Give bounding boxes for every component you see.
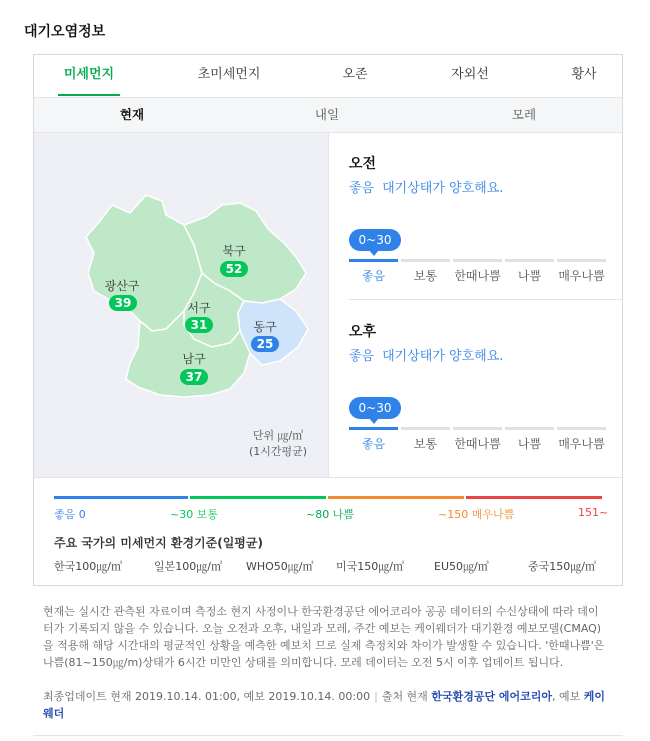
data-description: 현재는 실시간 관측된 자료이며 측정소 현지 사정이나 한국환경공단 에어코리아 공공 데이터의 수신상태에 따라 데이터가 기록되지 않을 수 있습니다. 오늘 오전과 오후, 내일과 모레, 주간 예보는 케이웨더가 대기환경 예보모델(CMAQ)을 적용해 해당 시간대의 평균적인 상황을 예측한 예보치 므로 실제 측정치와 차이가 발생할 수 있습니다. '한때나쁨'은 나쁨(81~150㎍/m)상태가 6시간 미만인 상태를 의미합니다. 모레 데이터는 오전 5시 이후 업데이트 됩니다.: [43, 605, 605, 669]
source-airkorea-link[interactable]: 한국환경공단 에어코리아: [431, 690, 553, 703]
scale-seg-very-bad: 매우나쁨: [557, 259, 606, 289]
range-bubble-afternoon: 0~30: [349, 397, 401, 419]
bottom-divider: [33, 735, 623, 736]
standard-who: WHO50㎍/㎥: [246, 560, 314, 573]
tab-tomorrow[interactable]: 내일: [314, 107, 340, 122]
update-info: [43, 688, 608, 722]
source-prefix: 출처 현재: [381, 690, 428, 703]
legend-line-good: [54, 496, 188, 499]
legend-line-bad: [328, 496, 464, 499]
scale-seg-very-bad: 매우나쁨: [557, 427, 606, 457]
tab-today[interactable]: 현재: [119, 107, 145, 122]
tab-day-after[interactable]: 모레: [511, 107, 537, 122]
tab-yellow-dust[interactable]: 황사: [571, 67, 597, 82]
grade-legend: [34, 477, 622, 587]
pollutant-tabs: [34, 55, 622, 96]
standard-china: 중국150㎍/㎥: [528, 560, 596, 573]
standard-japan: 일본100㎍/㎥: [154, 560, 222, 573]
region-value-buk: 52: [225, 262, 243, 276]
status-morning: [349, 177, 503, 196]
separator: |: [374, 690, 378, 703]
region-label-buk: 북구: [222, 244, 246, 258]
region-label-nam: 남구: [182, 352, 206, 366]
standards-title: 주요 국가의 미세먼지 환경기준(일평균): [54, 536, 263, 550]
scale-seg-good: 좋음: [349, 259, 398, 289]
standard-eu: EU50㎍/㎥: [434, 560, 489, 573]
air-quality-panel: [33, 54, 623, 586]
scale-seg-bad: 나쁨: [505, 427, 554, 457]
unit-note: (1시간평균): [249, 445, 308, 458]
scale-seg-sometimes-bad: 한때나쁨: [453, 259, 502, 289]
region-map: [34, 133, 328, 477]
scale-seg-sometimes-bad: 한때나쁨: [453, 427, 502, 457]
region-value-dong: 25: [256, 337, 274, 351]
scale-seg-bad: 나쁨: [505, 259, 554, 289]
update-time: 최종업데이트 현재 2019.10.14. 01:00, 예보 2019.10.14. 00:00: [43, 690, 371, 703]
scale-seg-good: 좋음: [349, 427, 398, 457]
legend-bad: ~80 나쁨: [306, 508, 354, 521]
region-value-gwangsan: 39: [114, 296, 132, 310]
legend-line-normal: [190, 496, 326, 499]
source-mid: , 예보: [552, 690, 581, 703]
region-value-seo: 31: [190, 318, 208, 332]
day-tabs: [34, 97, 622, 133]
grade-scale-morning: [349, 259, 605, 289]
standard-usa: 미국150㎍/㎥: [336, 560, 404, 573]
forecast-column: [328, 133, 622, 477]
source-kweather-link[interactable]: 케이웨더: [43, 690, 606, 720]
grade-morning: 좋음: [349, 181, 375, 196]
unit-info: [249, 428, 307, 460]
divider: [349, 299, 622, 300]
range-bubble-morning: 0~30: [349, 229, 401, 251]
message-afternoon: 대기상태가 양호해요.: [382, 349, 504, 364]
standard-korea: 한국100㎍/㎥: [54, 560, 122, 573]
grade-scale-afternoon: [349, 427, 605, 457]
legend-line-very-bad: [466, 496, 602, 499]
region-label-seo: 서구: [187, 301, 211, 315]
scale-seg-normal: 보통: [401, 259, 450, 289]
legend-very-bad: ~150 매우나쁨: [438, 508, 515, 521]
unit-label: 단위 ㎍/㎥: [252, 429, 304, 442]
legend-good: 좋음 0: [54, 508, 86, 521]
grade-afternoon: 좋음: [349, 349, 375, 364]
region-label-dong: 동구: [253, 320, 277, 334]
legend-max: 151~: [578, 506, 609, 519]
region-label-gwangsan: 광산구: [104, 279, 140, 293]
tab-uv[interactable]: 자외선: [451, 67, 489, 82]
period-afternoon: 오후: [349, 324, 377, 340]
region-value-nam: 37: [185, 370, 203, 384]
page-title: 대기오염정보: [24, 24, 106, 40]
tab-pm25[interactable]: 초미세먼지: [197, 67, 261, 82]
scale-seg-normal: 보통: [401, 427, 450, 457]
period-morning: 오전: [349, 156, 377, 172]
tab-pm10[interactable]: 미세먼지: [58, 55, 120, 96]
status-afternoon: [349, 345, 503, 364]
tab-ozone[interactable]: 오존: [342, 67, 368, 82]
legend-normal: ~30 보통: [170, 508, 218, 521]
message-morning: 대기상태가 양호해요.: [382, 181, 504, 196]
